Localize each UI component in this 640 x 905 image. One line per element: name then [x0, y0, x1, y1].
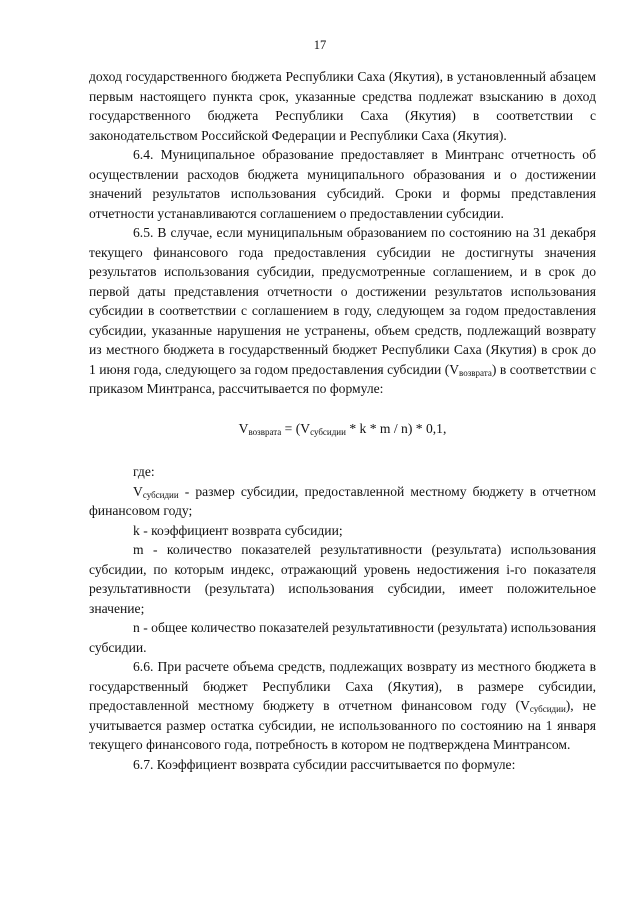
- def-v-subscript: субсидии: [142, 489, 179, 500]
- formula-v: V: [238, 420, 249, 436]
- paragraph-continuation: доход государственного бюджета Республики Саха (Якутия), в установленный абзацем первым настоящего пункта срок, указанные средства подлежат взысканию в доход государственного бюджета Республики Саха (Якутия) в соответствии с законодательством Российской Федерации и Республики Саха (Якутия).: [89, 69, 596, 143]
- paragraph-6-6: [89, 657, 596, 755]
- paragraph-6-7: 6.7. Коэффициент возврата субсидии рассчитывается по формуле:: [133, 756, 516, 772]
- paragraph-6-6-tail: ), не учитывается размер остатка субсидии, не использованного по состоянию на 1 января текущего финансового года, потребность в котором не подтверждена Минтрансом.: [89, 698, 596, 752]
- definition-m: m - количество показателей результативности (результата) использования субсидии, по которым индекс, отражающий уровень недостижения i-го показателя результативности (результата) использования субсидии, имеет положительное значение;: [89, 542, 596, 616]
- formula-return-volume: [89, 419, 596, 439]
- page-number: 17: [313, 38, 327, 52]
- formula-rest: * k * m / n) * 0,1,: [345, 420, 447, 436]
- formula-mid: = (V: [281, 420, 311, 436]
- formula-sub-subsidy: субсидии: [310, 426, 346, 437]
- paragraph-6-5-tail: ) в соответствии с приказом Минтранса, рассчитывается по формуле:: [89, 361, 596, 396]
- paragraph-6-5-text: 6.5. В случае, если муниципальным образованием по состоянию на 31 декабря текущего финансового года предоставления субсидии не достигнуты значения результатов использования субсидии, предусмотренные соглашением, и в срок до первой даты представления отчетности о достижении результатов использования субсидии в соответствии с соглашением в году, следующем за годом предоставления субсидии, указанные нарушения не устранены, объем средств, подлежащий возврату из местного бюджета в государственный бюджет Республики Саха (Якутия) в срок до 1 июня года, следующего за годом предоставления субсидии (V: [89, 225, 596, 377]
- formula-sub-return: возврата: [248, 426, 282, 437]
- paragraph-6-6-subscript: субсидии: [529, 704, 566, 714]
- definition-n: n - общее количество показателей результативности (результата) использования субсидии.: [89, 620, 596, 655]
- def-v-text: - размер субсидии, предоставленной местному бюджету в отчетном финансовом году;: [89, 483, 596, 518]
- where-label: где:: [133, 464, 155, 479]
- def-v-symbol: V: [133, 483, 143, 499]
- definition-k: k - коэффициент возврата субсидии;: [133, 522, 343, 538]
- paragraph-6-5: [89, 223, 596, 399]
- definition-v-subsidy: [89, 482, 596, 521]
- paragraph-6-5-subscript: возврата: [459, 367, 492, 378]
- paragraph-6-4: 6.4. Муниципальное образование предоставляет в Минтранс отчетность об осуществлении расходов бюджета муниципального образования и о достижении значений результатов использования субсидий. Сроки и формы представления отчетности устанавливаются соглашением о предоставлении субсидии.: [89, 147, 596, 221]
- document-body: [89, 67, 596, 774]
- paragraph-6-6-text: 6.6. При расчете объема средств, подлежащих возврату из местного бюджета в государственный бюджет Республики Саха (Якутия), в размере субсидии, предоставленной местному бюджету в отчетном финансовом году (V: [89, 659, 596, 713]
